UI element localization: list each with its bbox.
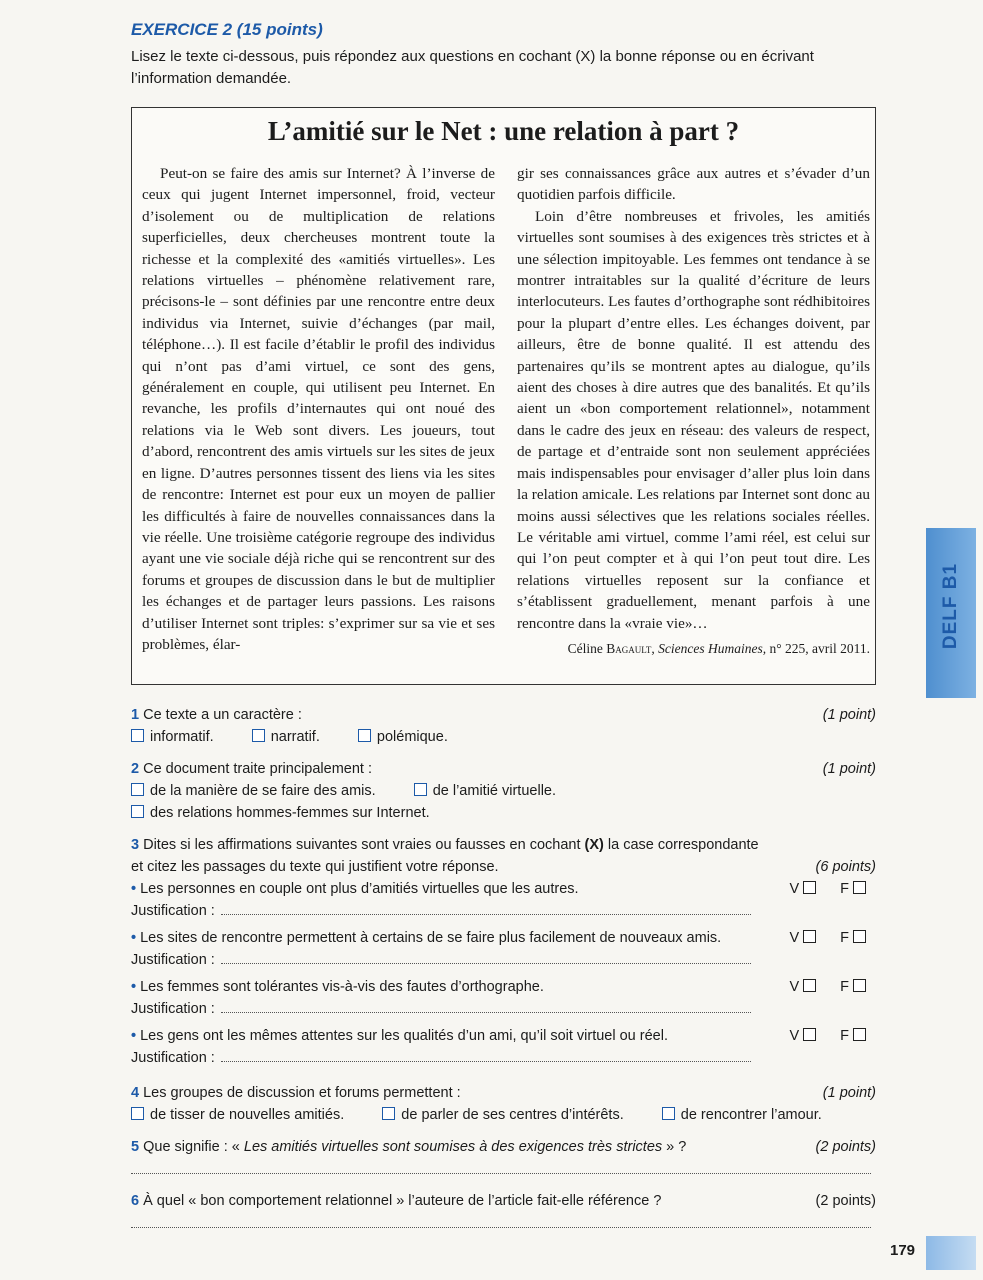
q4-option[interactable]: de tisser de nouvelles amitiés.: [131, 1104, 344, 1126]
checkbox-icon[interactable]: [358, 729, 371, 742]
article-source: Céline Bagault, Sciences Humaines, n° 225, avril 2011.: [567, 640, 870, 656]
question-2: 2 Ce document traite principalement : (1 point) de la manière de se faire des amis. de l’amitié virtuelle. des relations hommes-femmes sur Internet.: [131, 758, 876, 824]
page-strip: [926, 1236, 976, 1270]
checkbox-icon[interactable]: [131, 729, 144, 742]
justification-line[interactable]: Justification :: [131, 949, 876, 971]
checkbox-icon[interactable]: [853, 881, 866, 894]
exercise-instructions: Lisez le texte ci-dessous, puis répondez aux questions en cochant (X) la bonne réponse ou en écrivant l’information demandée.: [131, 48, 814, 87]
side-label: DELF B1: [940, 562, 961, 650]
checkbox-icon[interactable]: [853, 979, 866, 992]
checkbox-icon[interactable]: [382, 1107, 395, 1120]
checkbox-icon[interactable]: [853, 930, 866, 943]
checkbox-icon[interactable]: [131, 805, 144, 818]
checkbox-icon[interactable]: [803, 1028, 816, 1041]
justification-line[interactable]: Justification :: [131, 1047, 876, 1069]
checkbox-icon[interactable]: [414, 783, 427, 796]
checkbox-icon[interactable]: [252, 729, 265, 742]
checkbox-icon[interactable]: [853, 1028, 866, 1041]
question-3: 3 Dites si les affirmations suivantes sont vraies ou fausses en cochant (X) la case correspondante et citez les passages du texte qui justifient votre réponse. (6 points) • Les personnes en couple ont plus d’amitiés virtuelles que les autres. V F Justification : • Les sites de rencontre permettent à certains de se faire plus facilement de nouveaux amis. V F Justification : • Les femmes sont tolérantes vis-à-vis des fautes d’orthographe. V F Justification : • Les gens ont les mêmes attentes sur les qualités d’un ami, qu’il soit virtuel ou réel. V F Justification :: [131, 834, 876, 1069]
q2-option[interactable]: de l’amitié virtuelle.: [414, 780, 556, 802]
justification-line[interactable]: Justification :: [131, 900, 876, 922]
answer-line[interactable]: [131, 1172, 871, 1174]
answer-line[interactable]: [131, 1226, 871, 1228]
checkbox-icon[interactable]: [803, 881, 816, 894]
article-paragraph: gir ses connaissances grâce aux autres et s’évader d’un quotidien parfois difficile.: [517, 165, 870, 204]
article-column-2: [517, 163, 870, 659]
q1-option[interactable]: informatif.: [131, 726, 214, 748]
question-4: 4 Les groupes de discussion et forums permettent : (1 point) de tisser de nouvelles amitiés. de parler de ses centres d’intérêts. de rencontrer l’amour.: [131, 1082, 876, 1126]
q1-option[interactable]: polémique.: [358, 726, 448, 748]
question-5: 5 Que signifie : « Les amitiés virtuelles sont soumises à des exigences très strictes » ? (2 points): [131, 1136, 876, 1176]
checkbox-icon[interactable]: [131, 1107, 144, 1120]
page-number: 179: [890, 1242, 916, 1259]
statement-row: • Les sites de rencontre permettent à certains de se faire plus facilement de nouveaux amis. V F: [131, 927, 876, 949]
q4-option[interactable]: de parler de ses centres d’intérêts.: [382, 1104, 623, 1126]
q4-option[interactable]: de rencontrer l’amour.: [662, 1104, 822, 1126]
q2-option[interactable]: des relations hommes-femmes sur Internet.: [131, 802, 430, 824]
checkbox-icon[interactable]: [662, 1107, 675, 1120]
checkbox-icon[interactable]: [803, 979, 816, 992]
statement-row: • Les personnes en couple ont plus d’amitiés virtuelles que les autres. V F: [131, 878, 876, 900]
justification-line[interactable]: Justification :: [131, 998, 876, 1020]
question-1: 1 Ce texte a un caractère : (1 point) informatif. narratif. polémique.: [131, 704, 876, 748]
article-title: L’amitié sur le Net : une relation à part ?: [267, 116, 740, 146]
article-paragraph: Peut-on se faire des amis sur Internet? À l’inverse de ceux qui jugent Internet impersonnel, froid, vecteur d’isolement ou de multiplication de relations superficielles, deux chercheuses montrent toute la richesse et la complexité des «amitiés virtuelles». Les relations virtuelles – phénomène relativement rare, précisons-le – sont définies par une rencontre entre deux individus via Internet, suivie d’échanges (par mail, téléphone…). Il est facile d’établir le profil des individus qui n’ont pas d’ami virtuel, ce sont des gens, généralement en couple, qui utilisent peu Internet. En revanche, les profils d’internautes qui ont noué des relations via le Web sont divers. Les joueurs, tout d’abord, rencontrent des amis virtuels sur les sites de jeux en ligne. D’autres personnes tissent des liens via les sites de rencontre: Internet est pour eux un moyen de pallier les difficultés à faire de nouvelles connaissances dans la vie réelle. Une troisième catégorie regroupe des individus ayant une vie sociale déjà riche qui se rencontrent sur des forums et groupes de discussion dans le but de multiplier les échanges et de partager leurs passions. Les raisons d’utiliser Internet sont triples: s’exprimer sur sa vie et ses problèmes, élar-: [142, 165, 495, 653]
statement-row: • Les gens ont les mêmes attentes sur les qualités d’un ami, qu’il soit virtuel ou réel. V F: [131, 1025, 876, 1047]
article-box: [131, 107, 876, 685]
statement-row: • Les femmes sont tolérantes vis-à-vis des fautes d’orthographe. V F: [131, 976, 876, 998]
exercise-title: EXERCICE 2 (15 points): [131, 20, 323, 39]
article-column-1: [142, 163, 495, 655]
q1-option[interactable]: narratif.: [252, 726, 320, 748]
checkbox-icon[interactable]: [131, 783, 144, 796]
checkbox-icon[interactable]: [803, 930, 816, 943]
q2-option[interactable]: de la manière de se faire des amis.: [131, 780, 376, 802]
question-6: 6 À quel « bon comportement relationnel » l’auteure de l’article fait-elle référence ? (2 points): [131, 1190, 876, 1230]
article-paragraph: Loin d’être nombreuses et frivoles, les amitiés virtuelles sont soumises à des exigences très strictes et à une sélection impitoyable. Les femmes ont tendance à se montrer intraitables sur la qualité d’écriture de leurs interlocuteurs. Les fautes d’orthographe sont rédhibitoires pour la plupart d’entre elles. Les échanges doivent, par ailleurs, être de bonne qualité. Il est attendu des partenaires qu’ils se montrent aptes au dialogue, qu’ils aient des choses à dire autres que des banalités. Et qu’ils aient un «bon comportement relationnel», notamment dans le cadre des jeux en réseau: des valeurs de respect, de partage et d’entraide sont non seulement appréciées mais indispensables pour envisager d’aller plus loin dans la relation amicale. Les relations par Internet sont donc au moins aussi sélectives que les relations sociales réelles. Le véritable ami virtuel, comme l’ami réel, est celui sur qui l’on peut compter et à qui l’on peut tout dire. Les relations virtuelles reposent sur la confiance et s’établissent graduellement, menant parfois à une rencontre dans la «vraie vie»…: [517, 207, 870, 632]
